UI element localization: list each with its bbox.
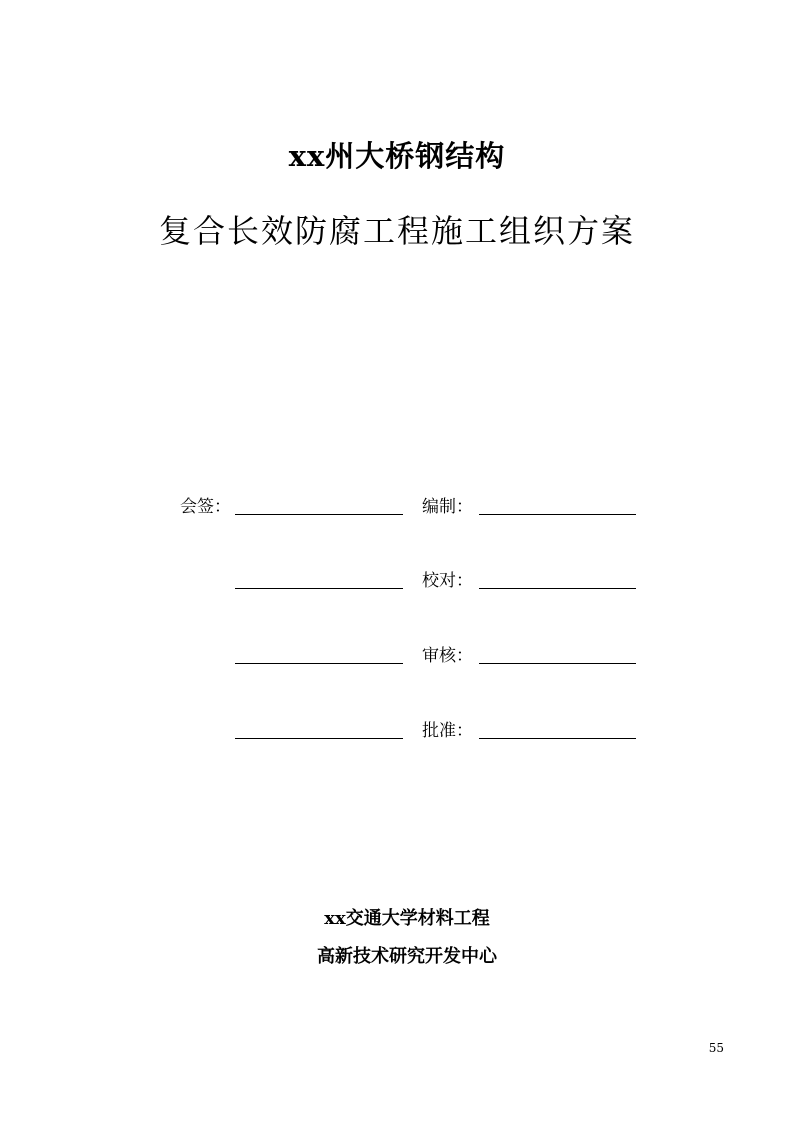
organization-line2: 高新技术研究开发中心 <box>317 946 497 967</box>
compile-label: 编制： <box>422 497 473 517</box>
approve-line <box>479 738 636 739</box>
document-title-line2: 复合长效防腐工程施工组织方案 <box>158 212 635 250</box>
proofread-line <box>479 588 636 589</box>
approve-label: 批准： <box>422 721 473 741</box>
page-number: 55 <box>708 1041 724 1055</box>
countersign-line-3 <box>235 663 403 664</box>
countersign-line-1 <box>235 514 403 515</box>
review-line <box>479 663 636 664</box>
countersign-line-2 <box>235 588 403 589</box>
countersign-label: 会签： <box>180 497 231 517</box>
review-label: 审核： <box>422 646 473 666</box>
compile-line <box>479 514 636 515</box>
organization-line1: xx交通大学材料工程 <box>324 908 490 929</box>
document-title-line1: xx州大桥钢结构 <box>288 139 506 173</box>
countersign-line-4 <box>235 738 403 739</box>
proofread-label: 校对： <box>422 571 473 591</box>
